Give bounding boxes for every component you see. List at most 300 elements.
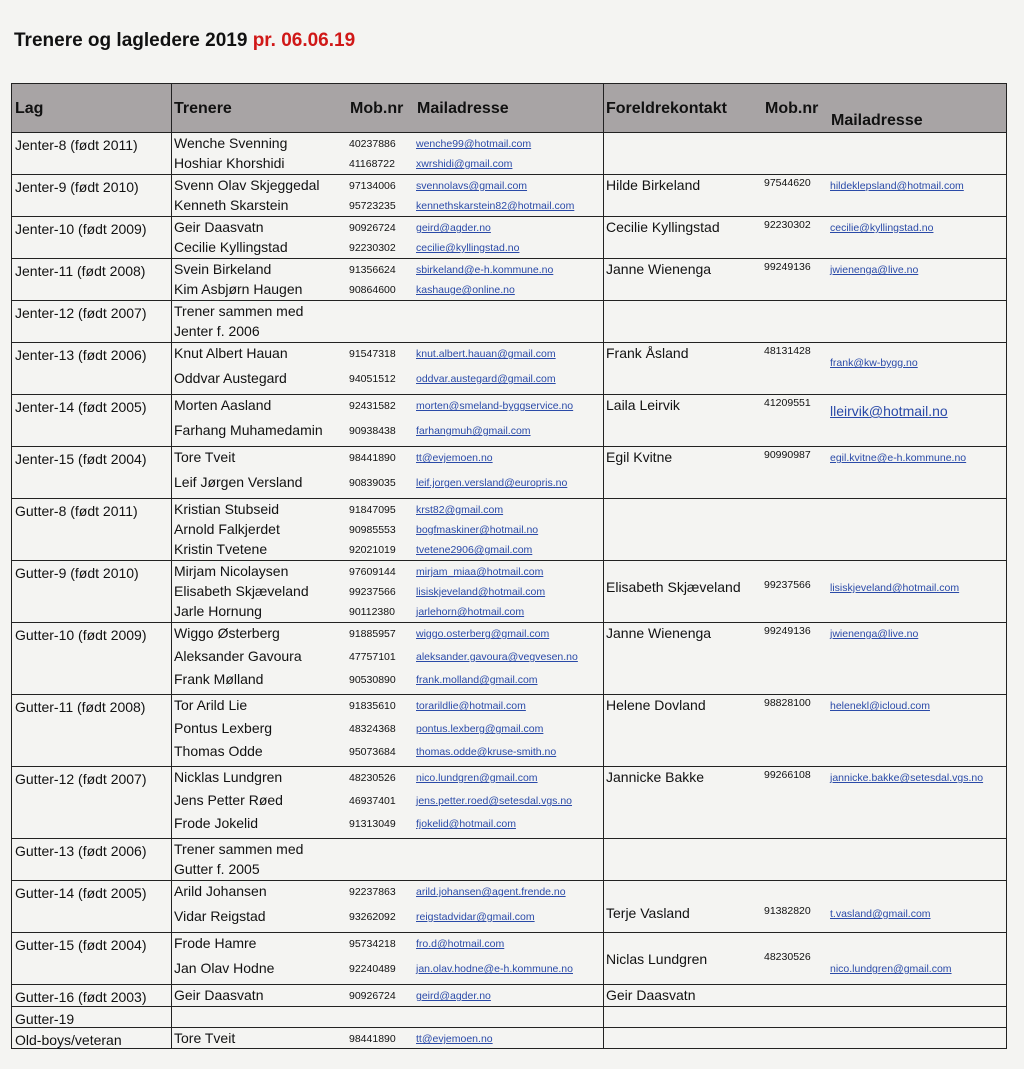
trainer-email-link[interactable]: jarlehorn@hotmail.com xyxy=(416,606,525,618)
team-cell xyxy=(12,175,172,217)
trainer-email-link[interactable]: pontus.lexberg@gmail.com xyxy=(416,723,544,735)
trainer-phone: 98441890 xyxy=(349,1033,396,1045)
title-date: pr. 06.06.19 xyxy=(252,30,356,51)
parent-phone: 90990987 xyxy=(764,449,811,461)
trainer-email-link[interactable]: tt@evjemoen.no xyxy=(416,452,493,464)
parent-name: Elisabeth Skjæveland xyxy=(606,579,741,595)
trainers-cell xyxy=(172,695,604,767)
trainer-email-link[interactable]: geird@agder.no xyxy=(416,222,491,234)
trainer-email-link[interactable]: krst82@gmail.com xyxy=(416,504,504,516)
trainer-entry xyxy=(172,646,603,669)
trainers-cell xyxy=(172,499,604,561)
trainer-name: Svenn Olav Skjeggedal xyxy=(174,177,320,193)
team-name: Jenter-14 (født 2005) xyxy=(15,399,147,415)
trainer-email-link[interactable]: farhangmuh@gmail.com xyxy=(416,425,531,437)
team-name: Gutter-14 (født 2005) xyxy=(15,885,147,901)
parent-email-link[interactable]: helenekl@icloud.com xyxy=(830,700,930,712)
trainer-entry xyxy=(172,958,603,983)
trainer-name: Trener sammen med xyxy=(174,841,304,857)
parent-email-link[interactable]: egil.kvitne@e-h.kommune.no xyxy=(830,452,967,464)
parent-contact-cell xyxy=(604,259,1007,301)
parent-email-link[interactable]: lisiskjeveland@hotmail.com xyxy=(830,582,960,594)
trainer-phone: 92237863 xyxy=(349,886,396,898)
trainer-name: Jan Olav Hodne xyxy=(174,960,275,976)
parent-phone: 99249136 xyxy=(764,261,811,273)
trainer-name: Kim Asbjørn Haugen xyxy=(174,281,303,297)
parent-phone: 99237566 xyxy=(764,579,811,591)
header-lag-cell xyxy=(12,84,172,133)
parent-contact-cell xyxy=(604,217,1007,259)
trainer-email-link[interactable]: cecilie@kyllingstad.no xyxy=(416,242,520,254)
parent-contact-cell xyxy=(604,301,1007,343)
trainer-entry xyxy=(172,153,603,173)
trainer-entry xyxy=(172,519,603,539)
trainer-entry xyxy=(172,237,603,257)
parent-entry xyxy=(604,767,1006,788)
parent-contact-cell xyxy=(604,623,1007,695)
parent-phone: 91382820 xyxy=(764,905,811,917)
trainer-phone: 48230526 xyxy=(349,772,396,784)
team-name: Gutter-8 (født 2011) xyxy=(15,503,138,519)
parent-entry xyxy=(604,259,1006,280)
team-row xyxy=(12,259,1007,301)
team-cell xyxy=(12,343,172,395)
trainer-name: Geir Daasvatn xyxy=(174,987,264,1003)
parent-entry xyxy=(604,949,1006,975)
trainer-entry xyxy=(172,906,603,931)
team-name: Jenter-12 (født 2007) xyxy=(15,305,147,321)
parent-name: Cecilie Kyllingstad xyxy=(606,219,720,235)
header-mob-2: Mob.nr xyxy=(765,100,819,117)
team-row xyxy=(12,623,1007,695)
trainer-phone: 46937401 xyxy=(349,795,396,807)
team-name: Gutter-19 xyxy=(15,1011,75,1027)
trainer-name: Mirjam Nicolaysen xyxy=(174,563,289,579)
parent-entry xyxy=(604,695,1006,716)
trainer-name: Jenter f. 2006 xyxy=(174,323,260,339)
trainer-entry xyxy=(172,1028,603,1046)
team-cell xyxy=(12,561,172,623)
trainers-cell xyxy=(172,133,604,175)
trainer-phone: 98441890 xyxy=(349,452,396,464)
trainer-name: Nicklas Lundgren xyxy=(174,769,283,785)
trainer-email-link[interactable]: mirjam_miaa@hotmail.com xyxy=(416,566,544,578)
trainer-phone: 95734218 xyxy=(349,938,396,950)
trainer-name: Leif Jørgen Versland xyxy=(174,474,303,490)
team-name: Jenter-11 (født 2008) xyxy=(15,263,146,279)
trainer-phone: 92021019 xyxy=(349,544,396,556)
team-row xyxy=(12,1007,1007,1028)
trainer-email-link[interactable]: geird@agder.no xyxy=(416,990,491,1002)
trainer-name: Arild Johansen xyxy=(174,883,267,899)
trainers-cell xyxy=(172,395,604,447)
trainers-cell xyxy=(172,623,604,695)
trainer-phone: 90926724 xyxy=(349,990,396,1002)
team-row xyxy=(12,395,1007,447)
team-row xyxy=(12,343,1007,395)
team-cell xyxy=(12,1028,172,1049)
team-cell xyxy=(12,623,172,695)
parent-contact-cell xyxy=(604,881,1007,933)
parent-email-link[interactable]: lleirvik@hotmail.no xyxy=(830,403,948,419)
trainer-phone: 97134006 xyxy=(349,180,396,192)
trainer-phone: 47757101 xyxy=(349,651,396,663)
trainer-phone: 93262092 xyxy=(349,911,396,923)
trainer-email-link[interactable]: frank.molland@gmail.com xyxy=(416,674,538,686)
team-row xyxy=(12,217,1007,259)
trainers-cell xyxy=(172,767,604,839)
trainer-name: Pontus Lexberg xyxy=(174,720,273,736)
parent-email-link[interactable]: jannicke.bakke@setesdal.vgs.no xyxy=(830,772,984,784)
trainer-phone: 91847095 xyxy=(349,504,396,516)
trainer-entry xyxy=(172,581,603,601)
trainer-entry xyxy=(172,259,603,279)
trainer-entry xyxy=(172,321,603,341)
team-name: Gutter-13 (født 2006) xyxy=(15,843,147,859)
trainers-cell xyxy=(172,933,604,985)
parent-phone: 92230302 xyxy=(764,219,811,231)
trainer-phone: 91547318 xyxy=(349,348,396,360)
trainer-name: Jens Petter Røed xyxy=(174,792,283,808)
parent-name: Janne Wienenga xyxy=(606,261,712,277)
team-row xyxy=(12,301,1007,343)
trainer-email-link[interactable]: svennolavs@gmail.com xyxy=(416,180,528,192)
team-cell xyxy=(12,301,172,343)
trainer-name: Kristian Stubseid xyxy=(174,501,280,517)
header-trenere: Trenere xyxy=(174,100,232,117)
parent-contact-cell xyxy=(604,133,1007,175)
trainer-name: Geir Daasvatn xyxy=(174,219,264,235)
trainer-phone: 92240489 xyxy=(349,963,396,975)
header-foreldrekontakt: Foreldrekontakt xyxy=(606,100,727,117)
trainer-email-link[interactable]: morten@smeland-byggservice.no xyxy=(416,400,574,412)
trainer-name: Vidar Reigstad xyxy=(174,908,266,924)
trainer-entry xyxy=(172,790,603,813)
parent-email-link[interactable]: jwienenga@live.no xyxy=(830,264,919,276)
team-cell xyxy=(12,447,172,499)
parent-phone: 99249136 xyxy=(764,625,811,637)
parent-contact-cell xyxy=(604,447,1007,499)
parent-contact-cell xyxy=(604,561,1007,623)
trainer-entry xyxy=(172,368,603,393)
trainer-entry xyxy=(172,601,603,621)
team-row xyxy=(12,447,1007,499)
trainer-entry xyxy=(172,447,603,472)
parent-name: Niclas Lundgren xyxy=(606,951,708,967)
parent-email-link[interactable]: frank@kw-bygg.no xyxy=(830,357,918,369)
trainer-phone: 91313049 xyxy=(349,818,396,830)
parent-contact-cell xyxy=(604,1007,1007,1028)
trainer-email-link[interactable]: arild.johansen@agent.frende.no xyxy=(416,886,566,898)
trainer-name: Thomas Odde xyxy=(174,743,263,759)
parent-name: Janne Wienenga xyxy=(606,625,712,641)
parent-name: Geir Daasvatn xyxy=(606,987,696,1003)
trainer-email-link[interactable]: jan.olav.hodne@e-h.kommune.no xyxy=(416,963,573,975)
team-cell xyxy=(12,259,172,301)
parent-email-link[interactable]: cecilie@kyllingstad.no xyxy=(830,222,934,234)
trainer-phone: 48324368 xyxy=(349,723,396,735)
trainer-phone: 90839035 xyxy=(349,477,396,489)
parent-name: Egil Kvitne xyxy=(606,449,673,465)
trainers-cell xyxy=(172,985,604,1007)
trainer-entry xyxy=(172,343,603,368)
parent-entry xyxy=(604,985,1006,1006)
trainer-entry xyxy=(172,813,603,836)
trainer-email-link[interactable]: kennethskarstein82@hotmail.com xyxy=(416,200,575,212)
team-name: Gutter-16 (født 2003) xyxy=(15,989,147,1005)
parent-contact-cell xyxy=(604,1028,1007,1049)
trainer-entry xyxy=(172,217,603,237)
team-row xyxy=(12,175,1007,217)
trainer-entry xyxy=(172,767,603,790)
team-cell xyxy=(12,499,172,561)
team-cell xyxy=(12,395,172,447)
parent-email-link[interactable]: hildeklepsland@hotmail.com xyxy=(830,180,964,192)
trainer-email-link[interactable]: fro.d@hotmail.com xyxy=(416,938,505,950)
trainer-email-link[interactable]: thomas.odde@kruse-smith.no xyxy=(416,746,557,758)
parent-entry xyxy=(604,343,1006,369)
parent-entry xyxy=(604,447,1006,468)
team-cell xyxy=(12,881,172,933)
trainers-cell xyxy=(172,1028,604,1049)
parent-contact-cell xyxy=(604,839,1007,881)
trainer-email-link[interactable]: jens.petter.roed@setesdal.vgs.no xyxy=(416,795,573,807)
trainer-email-link[interactable]: leif.jorgen.versland@europris.no xyxy=(416,477,568,489)
team-row xyxy=(12,1028,1007,1049)
trainer-phone: 90530890 xyxy=(349,674,396,686)
parent-entry xyxy=(604,577,1006,598)
trainers-cell xyxy=(172,447,604,499)
parent-contact-cell xyxy=(604,499,1007,561)
trainer-phone: 92431582 xyxy=(349,400,396,412)
parent-phone: 41209551 xyxy=(764,397,811,409)
header-parents-cell xyxy=(604,84,1007,133)
team-cell xyxy=(12,839,172,881)
team-name: Old-boys/veteran xyxy=(15,1032,122,1048)
trainer-entry xyxy=(172,133,603,153)
parent-contact-cell xyxy=(604,395,1007,447)
trainer-name: Svein Birkeland xyxy=(174,261,272,277)
trainer-phone: 90985553 xyxy=(349,524,396,536)
parent-entry xyxy=(604,175,1006,196)
trainer-name: Jarle Hornung xyxy=(174,603,262,619)
page-title xyxy=(14,30,355,52)
trainer-email-link[interactable]: knut.albert.hauan@gmail.com xyxy=(416,348,556,360)
trainer-email-link[interactable]: aleksander.gavoura@vegvesen.no xyxy=(416,651,578,663)
team-name: Jenter-13 (født 2006) xyxy=(15,347,147,363)
parent-email-link[interactable]: nico.lundgren@gmail.com xyxy=(830,963,952,975)
trainer-email-link[interactable]: nico.lundgren@gmail.com xyxy=(416,772,538,784)
trainer-name: Gutter f. 2005 xyxy=(174,861,260,877)
trainer-email-link[interactable]: wenche99@hotmail.com xyxy=(416,138,532,150)
trainer-entry xyxy=(172,695,603,718)
team-cell xyxy=(12,695,172,767)
team-cell xyxy=(12,217,172,259)
trainer-entry xyxy=(172,839,603,859)
trainers-cell xyxy=(172,343,604,395)
trainer-name: Oddvar Austegard xyxy=(174,370,287,386)
trainer-name: Trener sammen med xyxy=(174,303,304,319)
trainer-email-link[interactable]: fjokelid@hotmail.com xyxy=(416,818,516,830)
trainer-entry xyxy=(172,623,603,646)
parent-name: Hilde Birkeland xyxy=(606,177,701,193)
parent-entry xyxy=(604,623,1006,644)
team-cell xyxy=(12,1007,172,1028)
trainer-name: Kristin Tvetene xyxy=(174,541,268,557)
team-row xyxy=(12,839,1007,881)
trainer-entry xyxy=(172,718,603,741)
trainer-email-link[interactable]: kashauge@online.no xyxy=(416,284,515,296)
team-row xyxy=(12,561,1007,623)
trainer-email-link[interactable]: tt@evjemoen.no xyxy=(416,1033,493,1045)
trainer-email-link[interactable]: wiggo.osterberg@gmail.com xyxy=(416,628,550,640)
trainer-entry xyxy=(172,741,603,764)
trainer-phone: 41168722 xyxy=(349,158,395,170)
trainer-name: Wiggo Østerberg xyxy=(174,625,280,641)
trainer-name: Tor Arild Lie xyxy=(174,697,248,713)
parent-contact-cell xyxy=(604,175,1007,217)
team-row xyxy=(12,767,1007,839)
trainer-name: Cecilie Kyllingstad xyxy=(174,239,288,255)
trainer-name: Kenneth Skarstein xyxy=(174,197,289,213)
table-header-row xyxy=(12,84,1007,133)
trainers-cell xyxy=(172,1007,604,1028)
trainer-phone: 94051512 xyxy=(349,373,396,385)
team-row xyxy=(12,881,1007,933)
team-name: Jenter-15 (født 2004) xyxy=(15,451,147,467)
trainer-email-link[interactable]: lisiskjeveland@hotmail.com xyxy=(416,586,546,598)
parent-name: Terje Vasland xyxy=(606,905,690,921)
trainer-name: Frode Hamre xyxy=(174,935,257,951)
trainer-entry xyxy=(172,301,603,321)
trainer-phone: 99237566 xyxy=(349,586,396,598)
trainer-name: Arnold Falkjerdet xyxy=(174,521,280,537)
header-lag: Lag xyxy=(15,100,44,117)
team-row xyxy=(12,499,1007,561)
trainer-phone: 90864600 xyxy=(349,284,396,296)
trainer-phone: 95723235 xyxy=(349,200,396,212)
trainer-phone: 40237886 xyxy=(349,138,396,150)
trainer-entry xyxy=(172,985,603,1003)
trainer-email-link[interactable]: xwrshidi@gmail.com xyxy=(416,158,513,170)
trainers-cell xyxy=(172,881,604,933)
parent-entry xyxy=(604,903,1006,924)
trainer-name: Farhang Muhamedamin xyxy=(174,422,323,438)
header-mail-2: Mailadresse xyxy=(831,112,923,129)
trainer-phone: 91885957 xyxy=(349,628,396,640)
trainer-name: Tore Tveit xyxy=(174,1030,236,1046)
trainer-phone: 90926724 xyxy=(349,222,396,234)
team-cell xyxy=(12,933,172,985)
trainer-entry xyxy=(172,279,603,299)
team-name: Jenter-10 (født 2009) xyxy=(15,221,147,237)
trainer-entry xyxy=(172,561,603,581)
team-name: Gutter-15 (født 2004) xyxy=(15,937,147,953)
trainers-cell xyxy=(172,175,604,217)
team-name: Gutter-11 (født 2008) xyxy=(15,699,146,715)
parent-contact-cell xyxy=(604,933,1007,985)
parent-email-link[interactable]: jwienenga@live.no xyxy=(830,628,919,640)
team-row xyxy=(12,133,1007,175)
trainer-email-link[interactable]: bogfmaskiner@hotmail.no xyxy=(416,524,539,536)
team-name: Gutter-10 (født 2009) xyxy=(15,627,147,643)
trainers-cell xyxy=(172,217,604,259)
trainer-phone: 90112380 xyxy=(349,606,395,618)
parent-phone: 48230526 xyxy=(764,951,811,963)
trainer-phone: 90938438 xyxy=(349,425,396,437)
trainer-phone: 91835610 xyxy=(349,700,396,712)
trainer-entry xyxy=(172,539,603,559)
parent-entry xyxy=(604,395,1006,419)
trainer-name: Wenche Svenning xyxy=(174,135,288,151)
header-mail-1: Mailadresse xyxy=(417,100,509,117)
parent-name: Frank Åsland xyxy=(606,345,689,361)
parent-name: Helene Dovland xyxy=(606,697,706,713)
trainer-name: Elisabeth Skjæveland xyxy=(174,583,309,599)
parent-phone: 48131428 xyxy=(764,345,811,357)
trainer-email-link[interactable]: tvetene2906@gmail.com xyxy=(416,544,533,556)
trainer-name: Frode Jokelid xyxy=(174,815,259,831)
parent-phone: 99266108 xyxy=(764,769,811,781)
trainer-entry xyxy=(172,859,603,879)
trainer-email-link[interactable]: reigstadvidar@gmail.com xyxy=(416,911,535,923)
trainer-entry xyxy=(172,472,603,497)
trainer-entry xyxy=(172,669,603,692)
trainers-cell xyxy=(172,839,604,881)
parent-entry xyxy=(604,217,1006,238)
team-name: Gutter-9 (født 2010) xyxy=(15,565,139,581)
trainer-name: Tore Tveit xyxy=(174,449,236,465)
team-name: Jenter-9 (født 2010) xyxy=(15,179,139,195)
trainer-phone: 97609144 xyxy=(349,566,396,578)
trainer-name: Hoshiar Khorshidi xyxy=(174,155,285,171)
team-row xyxy=(12,933,1007,985)
parent-phone: 98828100 xyxy=(764,697,811,709)
trainer-name: Frank Mølland xyxy=(174,671,264,687)
title-text: Trenere og lagledere 2019 xyxy=(14,30,248,51)
trainer-entry xyxy=(172,395,603,420)
trainer-email-link[interactable]: sbirkeland@e-h.kommune.no xyxy=(416,264,554,276)
parent-contact-cell xyxy=(604,695,1007,767)
trainer-email-link[interactable]: torarildlie@hotmail.com xyxy=(416,700,526,712)
trainer-entry xyxy=(172,881,603,906)
roster-table xyxy=(11,83,1007,1049)
header-trainers-cell xyxy=(172,84,604,133)
trainer-name: Aleksander Gavoura xyxy=(174,648,302,664)
parent-contact-cell xyxy=(604,767,1007,839)
parent-email-link[interactable]: t.vasland@gmail.com xyxy=(830,908,931,920)
trainer-name: Morten Aasland xyxy=(174,397,272,413)
parent-contact-cell xyxy=(604,985,1007,1007)
trainers-cell xyxy=(172,259,604,301)
trainer-phone: 91356624 xyxy=(349,264,396,276)
trainer-entry xyxy=(172,499,603,519)
parent-name: Laila Leirvik xyxy=(606,397,680,413)
trainers-cell xyxy=(172,301,604,343)
trainer-name: Knut Albert Hauan xyxy=(174,345,288,361)
trainer-email-link[interactable]: oddvar.austegard@gmail.com xyxy=(416,373,556,385)
parent-contact-cell xyxy=(604,343,1007,395)
trainer-entry xyxy=(172,933,603,958)
trainer-entry xyxy=(172,175,603,195)
team-cell xyxy=(12,767,172,839)
team-cell xyxy=(12,985,172,1007)
trainers-cell xyxy=(172,561,604,623)
team-row xyxy=(12,695,1007,767)
team-name: Jenter-8 (født 2011) xyxy=(15,137,138,153)
team-row xyxy=(12,985,1007,1007)
header-mob-1: Mob.nr xyxy=(350,100,404,117)
